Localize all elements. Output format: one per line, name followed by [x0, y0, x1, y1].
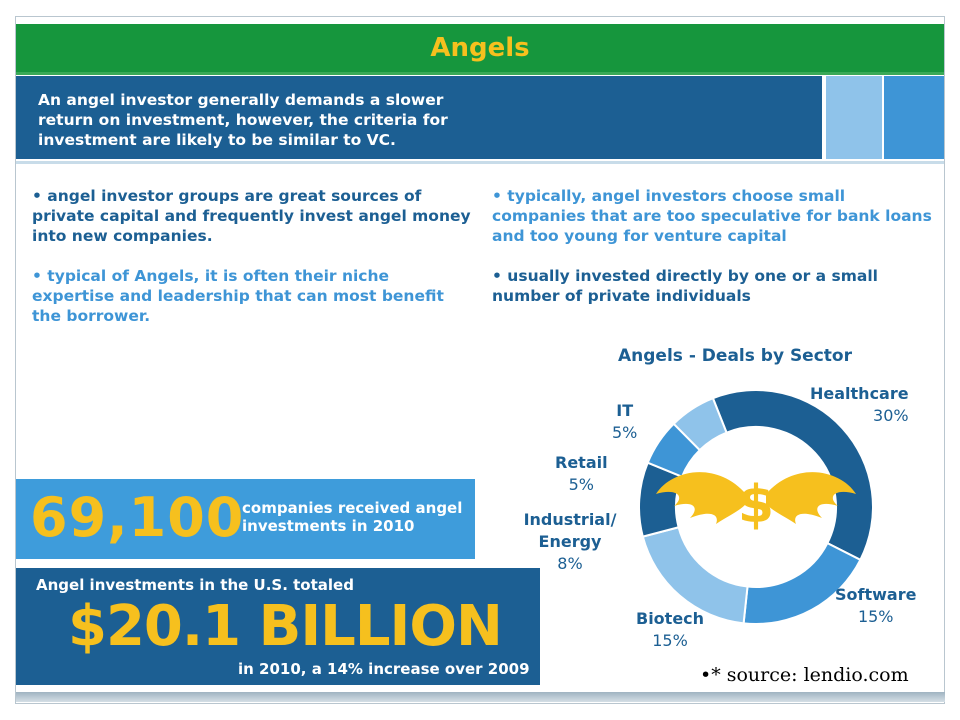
- label-it-pct: 5%: [612, 423, 638, 442]
- source-note: •* source: lendio.com: [700, 664, 909, 686]
- investment-total-note: in 2010, a 14% increase over 2009: [238, 660, 530, 678]
- label-retail-name: Retail: [555, 453, 608, 472]
- slide-title: Angels: [16, 24, 944, 75]
- label-software: [835, 584, 916, 628]
- investment-total-amount: $20.1 BILLION: [68, 594, 502, 659]
- chart-title: Angels - Deals by Sector: [618, 346, 852, 366]
- bullet-small-companies: • typically, angel investors choose small companies that are too speculative for bank loans and too young for venture capital: [492, 187, 932, 245]
- label-it: [612, 400, 637, 444]
- investment-total-intro: Angel investments in the U.S. totaled: [36, 576, 354, 594]
- companies-count: 69,100: [30, 486, 245, 549]
- label-software-name: Software: [835, 585, 917, 604]
- bullet-private-individuals: • usually invested directly by one or a small number of private individuals: [492, 267, 878, 305]
- bullet-angel-groups: • angel investor groups are great sources of private capital and frequently invest angel money into new companies.: [32, 187, 471, 245]
- label-retail: [555, 452, 608, 496]
- label-biotech-name: Biotech: [636, 609, 705, 628]
- svg-text:$: $: [737, 475, 775, 535]
- label-software-pct: 15%: [857, 607, 894, 626]
- label-healthcare-pct: 30%: [873, 406, 909, 425]
- winged-dollar-icon: [656, 472, 856, 535]
- label-industrial-name: Industrial/ Energy: [523, 510, 617, 551]
- lead-text: An angel investor generally demands a slower return on investment, however, the criteria for investment are likely to be similar to VC.: [38, 91, 448, 149]
- label-healthcare-name: Healthcare: [810, 384, 909, 403]
- footer-bar: [16, 692, 945, 702]
- label-it-name: IT: [616, 401, 634, 420]
- label-biotech: [636, 608, 704, 652]
- label-healthcare: [810, 383, 909, 427]
- companies-caption: companies received angel investments in 2010: [242, 499, 463, 535]
- label-biotech-pct: 15%: [652, 631, 688, 650]
- label-industrial-pct: 8%: [557, 554, 583, 573]
- label-retail-pct: 5%: [568, 475, 594, 494]
- label-industrial: [520, 509, 620, 575]
- bullet-niche-expertise: • typical of Angels, it is often their niche expertise and leadership that can most benefit the borrower.: [32, 267, 444, 325]
